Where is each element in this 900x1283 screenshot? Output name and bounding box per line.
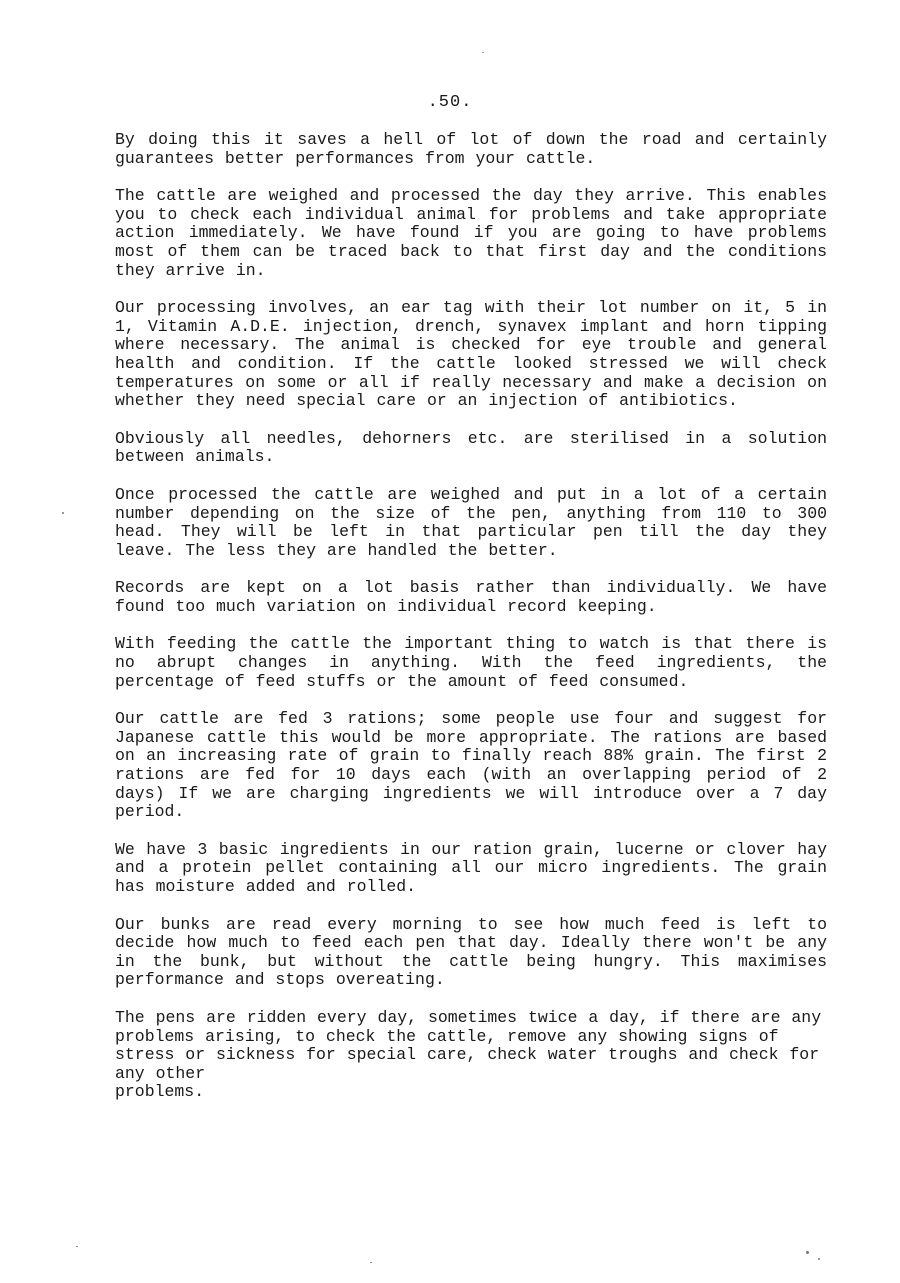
paragraph-11-line-1: The pens are ridden every day, sometimes twice a day, if there are any problems arising, to check the cattle, remove any showing signs of stress or sickness for special care, check water troughs and check for any other: [115, 1007, 822, 1083]
paragraph-2: The cattle are weighed and processed the day they arrive. This enables you to check each individual animal for problems and take appropriate action immediately. We have found if you are going to have problems most of them can be traced back to that first day and the conditions they arrive in.: [115, 186, 827, 280]
paragraph-3: Our processing involves, an ear tag with their lot number on it, 5 in 1, Vitamin A.D.E. injection, drench, synavex implant and horn tipping where necessary. The animal is checked for eye trouble and general health and condition. If the cattle looked stressed we will check temperatures on some or all if really necessary and make a decision on whether they need special care or an injection of antibiotics.: [115, 298, 827, 411]
scan-speck: [62, 512, 64, 514]
scan-speck: [76, 1246, 78, 1247]
paragraph-7: With feeding the cattle the important thing to watch is that there is no abrupt changes in anything. With the feed ingredients, the percentage of feed stuffs or the amount of feed consumed.: [115, 634, 827, 691]
scan-speck: [370, 1262, 372, 1263]
paragraph-5: Once processed the cattle are weighed and put in a lot of a certain number depending on the size of the pen, anything from 110 to 300 head. They will be left in that particular pen till the day they leave. The less they are handled the better.: [115, 484, 827, 560]
paragraph-8: Our cattle are fed 3 rations; some people use four and suggest for Japanese cattle this would be more appropriate. The rations are based on an increasing rate of grain to finally reach 88% grain. The first 2 rations are fed for 10 days each (with an overlapping period of 2 days) If we are charging ingredients we will introduce over a 7 day period.: [115, 709, 827, 822]
page-number: .50.: [427, 93, 473, 112]
paragraph-11-line-2: problems.: [115, 1082, 205, 1102]
paragraph-9: We have 3 basic ingredients in our ration grain, lucerne or clover hay and a protein pellet containing all our micro ingredients. The grain has moisture added and rolled.: [115, 839, 827, 896]
paragraph-10: Our bunks are read every morning to see how much feed is left to decide how much to feed each pen that day. Ideally there won't be any in the bunk, but without the cattle being hungry. This maximises performance and stops overeating.: [115, 914, 827, 990]
paragraph-6: Records are kept on a lot basis rather than individually. We have found too much variation on individual record keeping.: [115, 578, 827, 616]
scan-speck: [818, 1258, 820, 1260]
scan-speck: [806, 1251, 809, 1254]
scan-speck: [482, 52, 484, 53]
paragraph-11: [115, 1009, 827, 1102]
paragraph-4: Obviously all needles, dehorners etc. are sterilised in a solution between animals.: [115, 428, 827, 467]
paragraph-1: By doing this it saves a hell of lot of down the road and certainly guarantees better performances from your cattle.: [115, 130, 827, 168]
body-text: [115, 131, 827, 1121]
